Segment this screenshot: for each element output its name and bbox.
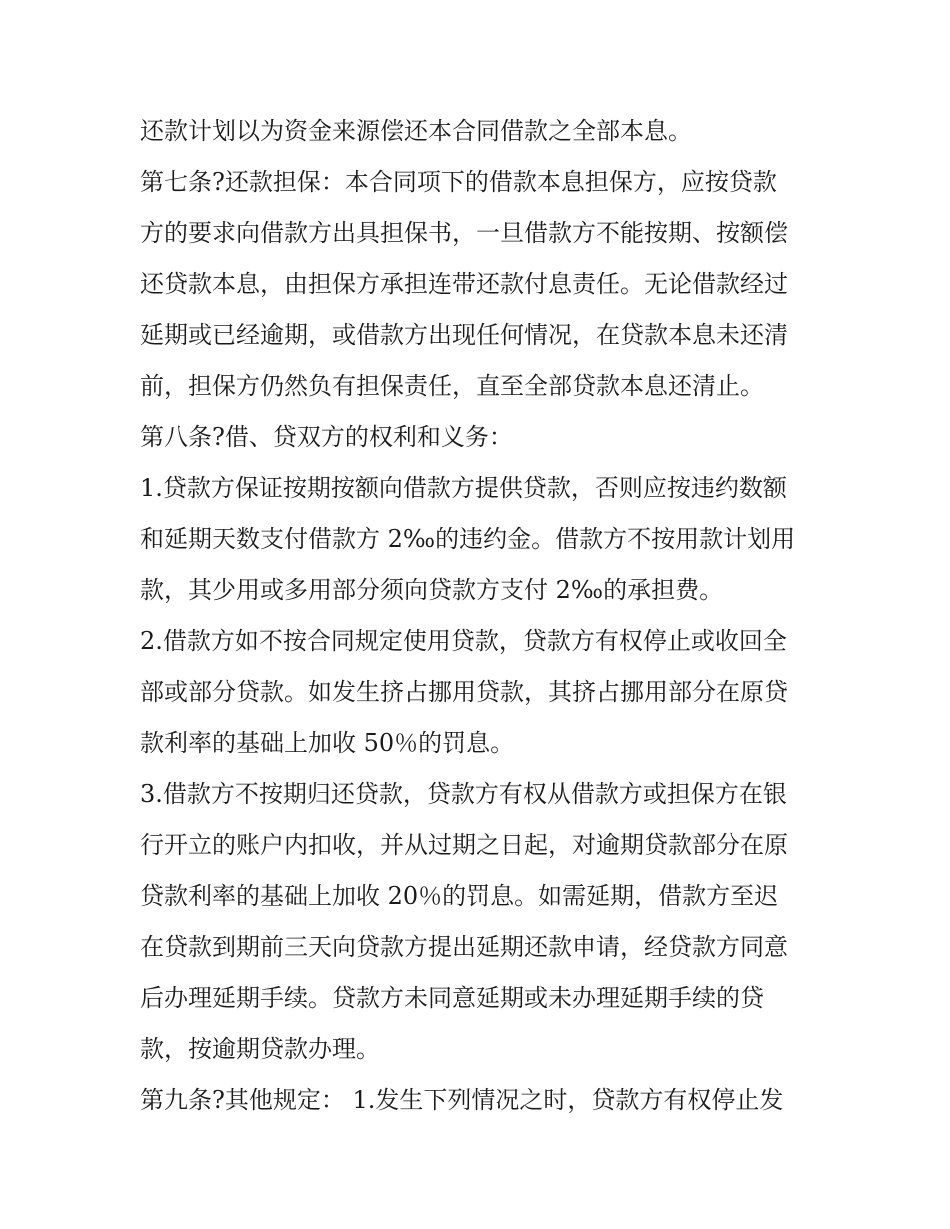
text-line: 后办理延期手续。贷款方未同意延期或未办理延期手续的贷 xyxy=(140,984,764,1012)
text-line: 行开立的账户内扣收，并从过期之日起，对逾期贷款部分在原 xyxy=(140,831,788,859)
text-line: 延期或已经逾期，或借款方出现任何情况，在贷款本息未还清 xyxy=(140,321,788,349)
text-line: 第八条?借、贷双方的权利和义务： xyxy=(140,423,513,451)
text-line: 3.借款方不按期归还贷款，贷款方有权从借款方或担保方在银 xyxy=(140,780,787,808)
text-line: 在贷款到期前三天向贷款方提出延期还款申请，经贷款方同意 xyxy=(140,933,788,961)
text-line: 款，按逾期贷款办理。 xyxy=(140,1035,380,1063)
text-line: 和延期天数支付借款方 2‰的违约金。借款方不按用款计划用 xyxy=(140,525,796,553)
text-line: 2.借款方如不按合同规定使用贷款，贷款方有权停止或收回全 xyxy=(140,627,787,655)
text-line: 前，担保方仍然负有担保责任，直至全部贷款本息还清止。 xyxy=(140,372,764,400)
text-line: 第九条?其他规定： 1.发生下列情况之时，贷款方有权停止发 xyxy=(140,1086,784,1114)
text-line: 款，其少用或多用部分须向贷款方支付 2‰的承担费。 xyxy=(140,576,724,604)
text-line: 1.贷款方保证按期按额向借款方提供贷款，否则应按违约数额 xyxy=(140,474,787,502)
document-body xyxy=(140,106,820,1126)
text-line: 款利率的基础上加收 50％的罚息。 xyxy=(140,729,515,757)
text-line: 部或部分贷款。如发生挤占挪用贷款，其挤占挪用部分在原贷 xyxy=(140,678,788,706)
text-line: 方的要求向借款方出具担保书，一旦借款方不能按期、按额偿 xyxy=(140,219,788,247)
text-line: 还款计划以为资金来源偿还本合同借款之全部本息。 xyxy=(140,117,692,145)
text-line: 第七条?还款担保：本合同项下的借款本息担保方，应按贷款 xyxy=(140,168,777,196)
text-line: 还贷款本息，由担保方承担连带还款付息责任。无论借款经过 xyxy=(140,270,788,298)
text-line: 贷款利率的基础上加收 20％的罚息。如需延期，借款方至迟 xyxy=(140,882,779,910)
